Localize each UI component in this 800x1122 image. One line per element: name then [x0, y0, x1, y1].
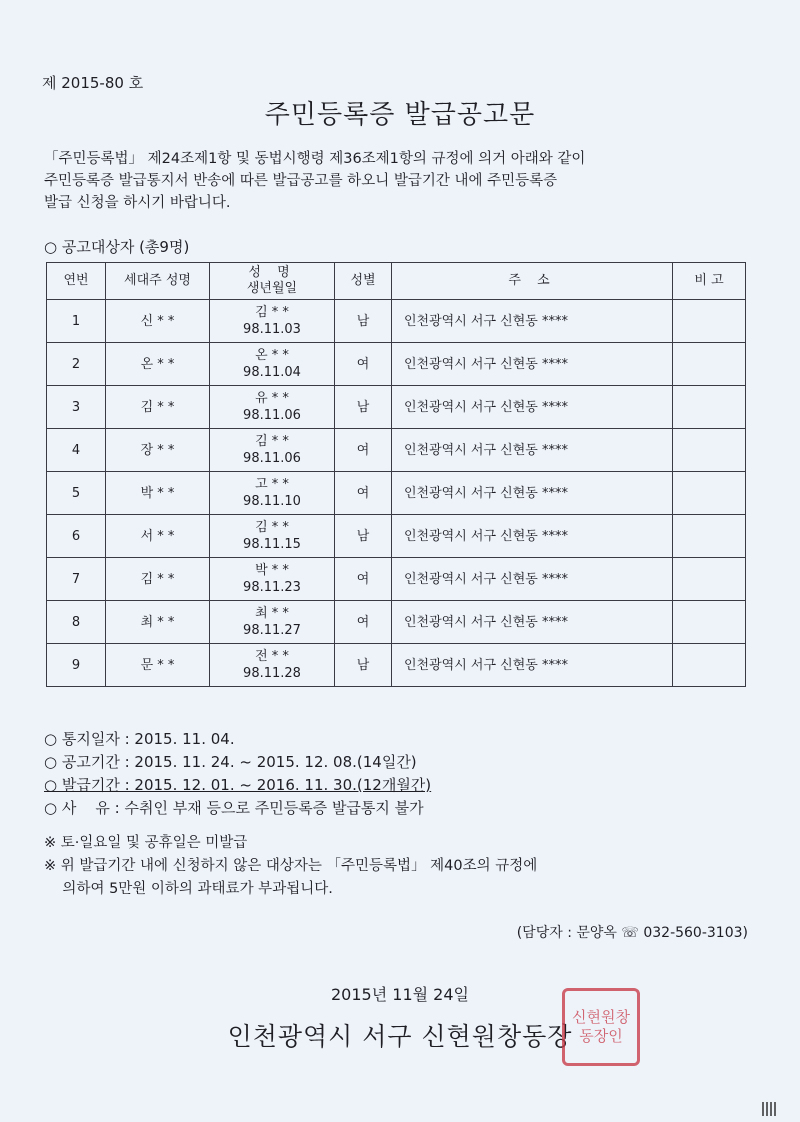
header-householder: 세대주 성명	[106, 263, 210, 300]
cell-address: 인천광역시 서구 신현동 ****	[392, 558, 673, 601]
cell-name: 김 * *	[255, 434, 289, 449]
header-name: 성 명	[248, 265, 296, 280]
header-address: 주 소	[392, 263, 673, 300]
cell-no: 8	[47, 601, 106, 644]
issue-period: ○ 발급기간 : 2015. 12. 01. ~ 2016. 11. 30.(12개월간)	[44, 776, 432, 794]
cell-name: 유 * *	[255, 391, 289, 406]
cell-remarks	[673, 601, 746, 644]
cell-name-birth	[210, 343, 335, 386]
cell-remarks	[673, 472, 746, 515]
cell-name: 고 * *	[255, 477, 289, 492]
table-row	[47, 644, 746, 687]
cell-no: 7	[47, 558, 106, 601]
cell-address: 인천광역시 서구 신현동 ****	[392, 601, 673, 644]
table-row	[47, 343, 746, 386]
intro-line-1: 「주민등록법」 제24조제1항 및 동법시행령 제36조제1항의 규정에 의거 아래와 같이	[44, 151, 586, 167]
cell-no: 4	[47, 429, 106, 472]
cell-birth: 98.11.28	[243, 666, 301, 681]
official-seal: 신현원창동장인	[562, 988, 640, 1066]
intro-line-3: 발급 신청을 하시기 바랍니다.	[44, 195, 231, 211]
cell-no: 6	[47, 515, 106, 558]
cell-no: 9	[47, 644, 106, 687]
cell-householder: 김 * *	[106, 386, 210, 429]
cell-birth: 98.11.06	[243, 451, 301, 466]
cell-remarks	[673, 644, 746, 687]
reason: ○ 사 유 : 수취인 부재 등으로 주민등록증 발급통지 불가	[44, 799, 424, 817]
cell-householder: 박 * *	[106, 472, 210, 515]
cell-name: 온 * *	[255, 348, 289, 363]
note-2: ※ 위 발급기간 내에 신청하지 않은 대상자는 「주민등록법」 제40조의 규정에	[44, 858, 538, 874]
table-header-row	[47, 263, 746, 300]
notice-period: ○ 공고기간 : 2015. 11. 24. ~ 2015. 12. 08.(14일간)	[44, 753, 417, 771]
intro-line-2: 주민등록증 발급통지서 반송에 따른 발급공고를 하오니 발급기간 내에 주민등록증	[44, 173, 558, 189]
cell-address: 인천광역시 서구 신현동 ****	[392, 343, 673, 386]
cell-no: 5	[47, 472, 106, 515]
note-1: ※ 토·일요일 및 공휴일은 미발급	[44, 835, 248, 851]
cell-name-birth	[210, 644, 335, 687]
cell-name-birth	[210, 386, 335, 429]
cell-address: 인천광역시 서구 신현동 ****	[392, 515, 673, 558]
note-3: 의하여 5만원 이하의 과태료가 부과됩니다.	[44, 881, 333, 897]
table-row	[47, 515, 746, 558]
cell-address: 인천광역시 서구 신현동 ****	[392, 644, 673, 687]
cell-name-birth	[210, 472, 335, 515]
cell-gender: 여	[335, 343, 392, 386]
targets-table	[46, 262, 746, 687]
cell-gender: 남	[335, 386, 392, 429]
document-number: 제 2015-80 호	[42, 74, 144, 92]
cell-birth: 98.11.23	[243, 580, 301, 595]
cell-name: 김 * *	[255, 520, 289, 535]
table-row	[47, 386, 746, 429]
header-remarks: 비 고	[673, 263, 746, 300]
cell-gender: 남	[335, 300, 392, 343]
cell-name: 전 * *	[255, 649, 289, 664]
cell-gender: 여	[335, 472, 392, 515]
cell-householder: 온 * *	[106, 343, 210, 386]
cell-remarks	[673, 300, 746, 343]
info-block	[44, 728, 431, 820]
cell-no: 2	[47, 343, 106, 386]
cell-address: 인천광역시 서구 신현동 ****	[392, 300, 673, 343]
notice-date: ○ 통지일자 : 2015. 11. 04.	[44, 730, 235, 748]
cell-birth: 98.11.10	[243, 494, 301, 509]
table-row	[47, 472, 746, 515]
cell-birth: 98.11.15	[243, 537, 301, 552]
cell-name-birth	[210, 300, 335, 343]
cell-remarks	[673, 558, 746, 601]
notes-block	[44, 832, 760, 901]
header-name-birth	[210, 263, 335, 300]
cell-gender: 여	[335, 429, 392, 472]
cell-address: 인천광역시 서구 신현동 ****	[392, 386, 673, 429]
cell-birth: 98.11.03	[243, 322, 301, 337]
cell-householder: 장 * *	[106, 429, 210, 472]
table-row	[47, 429, 746, 472]
cell-householder: 서 * *	[106, 515, 210, 558]
cell-remarks	[673, 515, 746, 558]
header-no: 연번	[47, 263, 106, 300]
section-title-targets: ○ 공고대상자 (총9명)	[44, 238, 190, 256]
cell-gender: 여	[335, 558, 392, 601]
header-gender: 성별	[335, 263, 392, 300]
cell-name-birth	[210, 429, 335, 472]
cell-householder: 신 * *	[106, 300, 210, 343]
cell-remarks	[673, 386, 746, 429]
cell-gender: 남	[335, 515, 392, 558]
cell-householder: 문 * *	[106, 644, 210, 687]
cell-householder: 김 * *	[106, 558, 210, 601]
issuing-office: 인천광역시 서구 신현원창동장	[227, 1022, 573, 1051]
cell-address: 인천광역시 서구 신현동 ****	[392, 429, 673, 472]
cell-gender: 여	[335, 601, 392, 644]
table-row	[47, 558, 746, 601]
cell-name-birth	[210, 601, 335, 644]
page-title: 주민등록증 발급공고문	[264, 100, 536, 130]
cell-name: 최 * *	[255, 606, 289, 621]
cell-gender: 남	[335, 644, 392, 687]
cell-remarks	[673, 343, 746, 386]
cell-name: 박 * *	[255, 563, 289, 578]
qr-code-icon	[762, 1102, 776, 1116]
cell-birth: 98.11.27	[243, 623, 301, 638]
cell-address: 인천광역시 서구 신현동 ****	[392, 472, 673, 515]
table-row	[47, 601, 746, 644]
cell-no: 3	[47, 386, 106, 429]
cell-householder: 최 * *	[106, 601, 210, 644]
cell-name-birth	[210, 558, 335, 601]
cell-birth: 98.11.06	[243, 408, 301, 423]
cell-no: 1	[47, 300, 106, 343]
contact-info: (담당자 : 문양옥 ☏ 032-560-3103)	[516, 925, 748, 941]
cell-birth: 98.11.04	[243, 365, 301, 380]
header-birth: 생년월일	[246, 281, 298, 296]
cell-name: 김 * *	[255, 305, 289, 320]
cell-remarks	[673, 429, 746, 472]
cell-name-birth	[210, 515, 335, 558]
intro-paragraph	[44, 148, 760, 214]
issue-date: 2015년 11월 24일	[331, 985, 469, 1004]
table-row	[47, 300, 746, 343]
